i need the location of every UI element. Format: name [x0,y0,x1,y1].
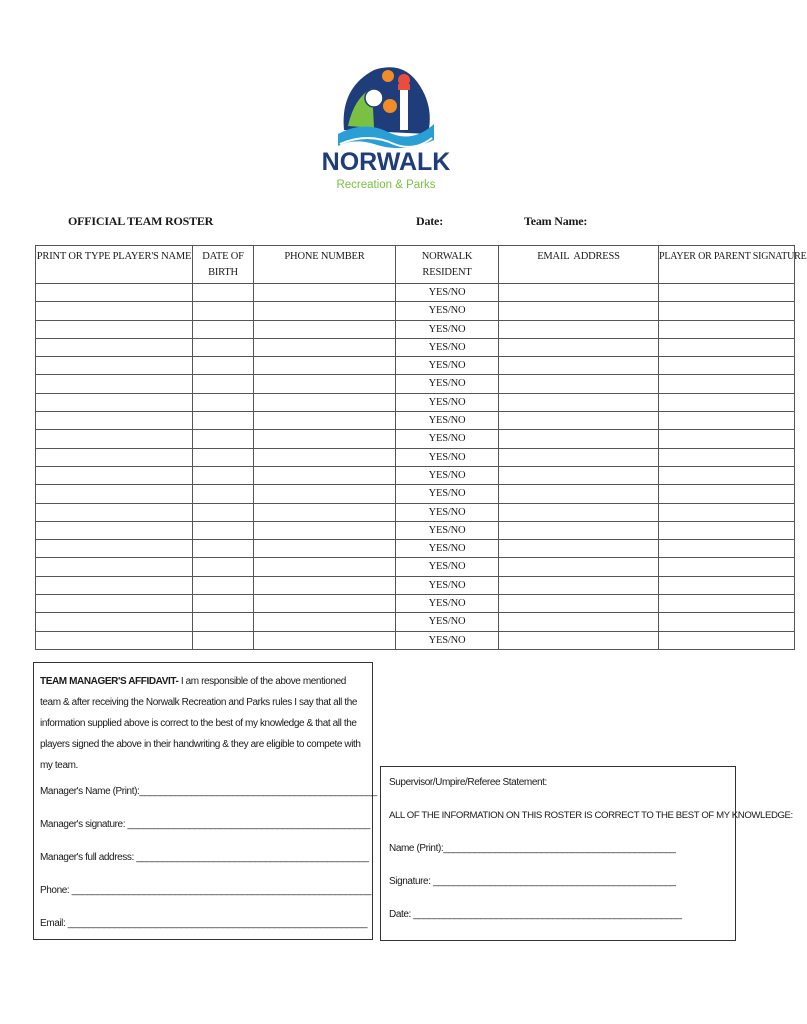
signature-cell[interactable] [659,631,795,649]
dob-cell[interactable] [193,613,254,631]
resident-cell[interactable]: YES/NO [396,613,499,631]
signature-cell[interactable] [659,412,795,430]
roster-body [36,284,795,650]
email-cell[interactable] [499,631,659,649]
email-cell[interactable] [499,503,659,521]
table-row [36,412,795,430]
col-date-of-birth: DATE OF BIRTH [193,246,254,284]
roster-table [35,245,807,650]
dob-cell[interactable] [193,430,254,448]
logo-name: NORWALK [321,148,451,176]
manager-signature-field[interactable]: Manager's signature: _______________________________________________ [40,819,371,830]
email-cell[interactable] [499,521,659,539]
phone-cell[interactable] [254,521,396,539]
dob-cell[interactable] [193,357,254,375]
table-row [36,430,795,448]
referee-statement-text: ALL OF THE INFORMATION ON THIS ROSTER IS CORRECT TO THE BEST OF MY KNOWLEDGE: [389,810,793,821]
player-name-cell[interactable] [36,595,193,613]
signature-cell[interactable] [659,485,795,503]
team-name-label: Team Name: [524,214,588,228]
signature-cell[interactable] [659,338,795,356]
resident-cell[interactable]: YES/NO [396,302,499,320]
signature-cell[interactable] [659,320,795,338]
phone-cell[interactable] [254,485,396,503]
affidavit-heading: TEAM MANAGER'S AFFIDAVIT- [40,676,179,687]
table-row [36,576,795,594]
phone-cell[interactable] [254,448,396,466]
manager-address-field[interactable]: Manager's full address: _____________________________________________ [40,852,369,863]
resident-cell[interactable]: YES/NO [396,631,499,649]
table-row [36,613,795,631]
resident-cell[interactable]: YES/NO [396,595,499,613]
col-email-address: EMAIL ADDRESS [499,246,659,284]
player-name-cell[interactable] [36,503,193,521]
email-cell[interactable] [499,302,659,320]
email-cell[interactable] [499,558,659,576]
phone-cell[interactable] [254,503,396,521]
player-name-cell[interactable] [36,631,193,649]
player-name-cell[interactable] [36,613,193,631]
resident-cell[interactable]: YES/NO [396,320,499,338]
player-name-cell[interactable] [36,466,193,484]
manager-name-field[interactable]: Manager's Name (Print):______________________________________________ [40,786,377,797]
phone-cell[interactable] [254,320,396,338]
player-name-cell[interactable] [36,320,193,338]
resident-cell[interactable]: YES/NO [396,393,499,411]
manager-affidavit [33,662,377,940]
table-row [36,375,795,393]
resident-cell[interactable]: YES/NO [396,466,499,484]
signature-cell[interactable] [659,521,795,539]
dob-cell[interactable] [193,375,254,393]
table-row [36,558,795,576]
email-cell[interactable] [499,430,659,448]
col-signature: PLAYER OR PARENT SIGNATURE [659,246,795,284]
email-cell[interactable] [499,393,659,411]
email-cell[interactable] [499,448,659,466]
resident-cell[interactable]: YES/NO [396,430,499,448]
player-name-cell[interactable] [36,357,193,375]
email-cell[interactable] [499,375,659,393]
signature-cell[interactable] [659,503,795,521]
table-row [36,540,795,558]
email-cell[interactable] [499,338,659,356]
phone-cell[interactable] [254,613,396,631]
email-cell[interactable] [499,485,659,503]
dob-cell[interactable] [193,631,254,649]
player-name-cell[interactable] [36,302,193,320]
signature-cell[interactable] [659,466,795,484]
table-row [36,595,795,613]
affidavit-text: I am responsible of the above mentioned team & after receiving the Norwalk Recreation and Parks rules I say that all the information supplied above is correct to the best of my knowledge & that all the players signed the above in their handwriting & they are eligible to compete with my team. [40,676,361,771]
phone-cell[interactable] [254,430,396,448]
signature-cell[interactable] [659,613,795,631]
logo-subtitle: Recreation & Parks [336,179,436,191]
referee-statement [380,766,793,941]
player-name-cell[interactable] [36,375,193,393]
player-name-cell[interactable] [36,448,193,466]
player-name-cell[interactable] [36,338,193,356]
resident-cell[interactable]: YES/NO [396,338,499,356]
player-name-cell[interactable] [36,393,193,411]
email-cell[interactable] [499,595,659,613]
table-row [36,466,795,484]
email-cell[interactable] [499,320,659,338]
signature-cell[interactable] [659,302,795,320]
phone-cell[interactable] [254,284,396,302]
logo-emblem-icon [338,67,434,148]
dob-cell[interactable] [193,284,254,302]
phone-cell[interactable] [254,595,396,613]
phone-cell[interactable] [254,393,396,411]
date-label: Date: [416,214,443,228]
email-cell[interactable] [499,540,659,558]
dob-cell[interactable] [193,320,254,338]
dob-cell[interactable] [193,576,254,594]
table-row [36,448,795,466]
dob-cell[interactable] [193,558,254,576]
signature-cell[interactable] [659,357,795,375]
signature-cell[interactable] [659,558,795,576]
table-row [36,320,795,338]
resident-cell[interactable]: YES/NO [396,284,499,302]
player-name-cell[interactable] [36,558,193,576]
player-name-cell[interactable] [36,576,193,594]
resident-cell[interactable]: YES/NO [396,357,499,375]
manager-email-field[interactable]: Email: __________________________________________________________ [40,918,368,929]
norwalk-logo [321,58,451,198]
dob-cell[interactable] [193,485,254,503]
email-cell[interactable] [499,613,659,631]
signature-cell[interactable] [659,576,795,594]
table-row [36,284,795,302]
referee-date-field[interactable]: Date: ____________________________________________________ [389,909,682,920]
dob-cell[interactable] [193,521,254,539]
phone-cell[interactable] [254,338,396,356]
email-cell[interactable] [499,357,659,375]
roster-title: OFFICIAL TEAM ROSTER [68,214,214,228]
dob-cell[interactable] [193,466,254,484]
referee-name-field[interactable]: Name (Print):_____________________________________________ [389,843,676,854]
table-row [36,631,795,649]
resident-cell[interactable]: YES/NO [396,448,499,466]
resident-cell[interactable]: YES/NO [396,485,499,503]
signature-cell[interactable] [659,375,795,393]
resident-cell[interactable]: YES/NO [396,558,499,576]
phone-cell[interactable] [254,412,396,430]
dob-cell[interactable] [193,393,254,411]
player-name-cell[interactable] [36,430,193,448]
signature-cell[interactable] [659,284,795,302]
dob-cell[interactable] [193,338,254,356]
phone-cell[interactable] [254,375,396,393]
table-row [36,521,795,539]
table-row [36,393,795,411]
dob-cell[interactable] [193,540,254,558]
email-cell[interactable] [499,576,659,594]
resident-cell[interactable]: YES/NO [396,375,499,393]
table-row [36,338,795,356]
table-row [36,357,795,375]
dob-cell[interactable] [193,412,254,430]
table-row [36,485,795,503]
signature-cell[interactable] [659,595,795,613]
phone-cell[interactable] [254,302,396,320]
dob-cell[interactable] [193,302,254,320]
email-cell[interactable] [499,466,659,484]
table-header-row [36,246,795,284]
col-norwalk-resident: NORWALK RESIDENT [396,246,499,284]
referee-signature-field[interactable]: Signature: _______________________________________________ [389,876,676,887]
resident-cell[interactable]: YES/NO [396,412,499,430]
manager-phone-field[interactable]: Phone: __________________________________________________________ [40,885,372,896]
signature-cell[interactable] [659,393,795,411]
dob-cell[interactable] [193,595,254,613]
dob-cell[interactable] [193,503,254,521]
signature-cell[interactable] [659,540,795,558]
resident-cell[interactable]: YES/NO [396,521,499,539]
signature-cell[interactable] [659,448,795,466]
player-name-cell[interactable] [36,521,193,539]
email-cell[interactable] [499,284,659,302]
phone-cell[interactable] [254,558,396,576]
player-name-cell[interactable] [36,485,193,503]
table-row [36,503,795,521]
resident-cell[interactable]: YES/NO [396,576,499,594]
table-row [36,302,795,320]
resident-cell[interactable]: YES/NO [396,540,499,558]
phone-cell[interactable] [254,466,396,484]
phone-cell[interactable] [254,631,396,649]
email-cell[interactable] [499,412,659,430]
player-name-cell[interactable] [36,412,193,430]
referee-heading: Supervisor/Umpire/Referee Statement: [389,777,547,788]
player-name-cell[interactable] [36,284,193,302]
player-name-cell[interactable] [36,540,193,558]
dob-cell[interactable] [193,448,254,466]
phone-cell[interactable] [254,576,396,594]
col-phone-number: PHONE NUMBER [254,246,396,284]
signature-cell[interactable] [659,430,795,448]
resident-cell[interactable]: YES/NO [396,503,499,521]
phone-cell[interactable] [254,357,396,375]
col-player-name: PRINT OR TYPE PLAYER'S NAME [36,246,193,284]
phone-cell[interactable] [254,540,396,558]
